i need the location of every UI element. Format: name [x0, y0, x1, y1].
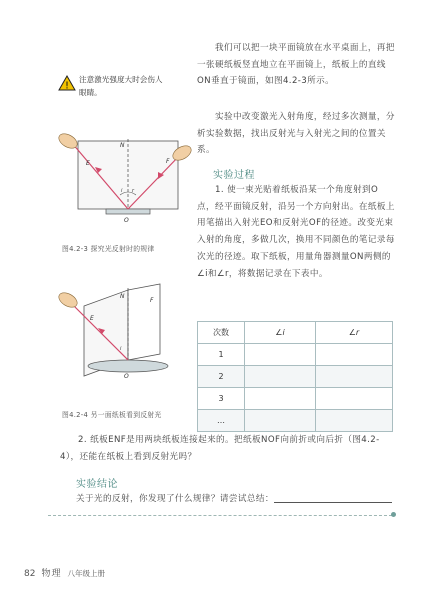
- row-index: 2: [198, 366, 245, 388]
- label-O: O: [124, 217, 129, 224]
- warning-icon: [58, 75, 76, 91]
- label-N: N: [120, 293, 125, 300]
- table-row: [198, 388, 393, 410]
- table-header: ∠i: [245, 322, 316, 344]
- intro-paragraph-2: 实验中改变激光入射角度，经过多次测量，分析实验数据，找出反射光与入射光之间的位置关系。: [197, 112, 395, 156]
- row-index: 1: [198, 344, 245, 366]
- table-header: 次数: [198, 322, 245, 344]
- label-i: i: [120, 346, 122, 352]
- table-row: [198, 366, 393, 388]
- conclusion-question: 关于光的反射，你发现了什么规律？请尝试总结：: [76, 494, 274, 504]
- warning-text: 注意激光强度大时会伤人眼睛。: [79, 75, 163, 97]
- footer: [24, 566, 105, 579]
- label-F: F: [150, 297, 154, 304]
- row-index: …: [198, 410, 245, 432]
- table-cell[interactable]: [245, 366, 316, 388]
- table-cell[interactable]: [315, 410, 392, 432]
- procedure-heading: 实验过程: [213, 170, 255, 181]
- rule-dot: [391, 512, 396, 517]
- label-N: N: [120, 142, 125, 149]
- bottom-rule: [48, 515, 392, 516]
- label-O: O: [124, 373, 129, 380]
- data-table: [197, 321, 393, 432]
- table-cell[interactable]: [245, 410, 316, 432]
- label-r: r: [132, 188, 135, 194]
- table-cell[interactable]: [245, 344, 316, 366]
- table-cell[interactable]: [315, 344, 392, 366]
- answer-blank[interactable]: [274, 492, 392, 503]
- label-i: i: [121, 188, 123, 194]
- procedure-step-1: 1. 使一束光贴着纸板沿某一个角度射到O点，经平面镜反射，沿另一个方向射出。在纸板上用笔描出入射光EO和反射光OF的径迹。改变光束入射的角度，多做几次，换用不同颜色的笔记录每次光的径迹。取下纸板，用量角器测量ON两侧的∠i和∠r，将数据记录在下表中。: [197, 185, 395, 279]
- page-number: 82: [24, 569, 36, 579]
- svg-text:!: !: [64, 80, 70, 91]
- table-header: ∠r: [315, 322, 392, 344]
- table-cell[interactable]: [315, 388, 392, 410]
- row-index: 3: [198, 388, 245, 410]
- label-F: F: [166, 158, 170, 165]
- hand-left: [58, 290, 80, 310]
- figure-4-2-3: [58, 129, 198, 237]
- figure-4-2-4-caption: 图4.2-4 另一面纸板看到反射光: [62, 411, 162, 419]
- table-cell[interactable]: [245, 388, 316, 410]
- table-row: [198, 410, 393, 432]
- procedure-step-2: 2. 纸板ENF是用两块纸板连接起来的。把纸板NOF向前折或向后折（图4.2-4），还能在纸板上看到反射光吗？: [60, 435, 380, 462]
- subject-label: 物理: [41, 569, 62, 579]
- label-E: E: [90, 315, 94, 322]
- grade-label: 八年级上册: [67, 569, 105, 578]
- table-row: [198, 344, 393, 366]
- table-cell[interactable]: [315, 366, 392, 388]
- conclusion-heading: 实验结论: [76, 479, 118, 490]
- label-E: E: [86, 160, 90, 167]
- conclusion-line: [76, 491, 406, 508]
- figure-4-2-3-caption: 图4.2-3 探究光反射时的规律: [62, 245, 155, 253]
- intro-paragraph: 我们可以把一块平面镜放在水平桌面上，再把一张硬纸板竖直地立在平面镜上，纸板上的直线ON垂直于镜面，如图4.2-3所示。: [197, 43, 395, 87]
- figure-4-2-4: [58, 280, 198, 402]
